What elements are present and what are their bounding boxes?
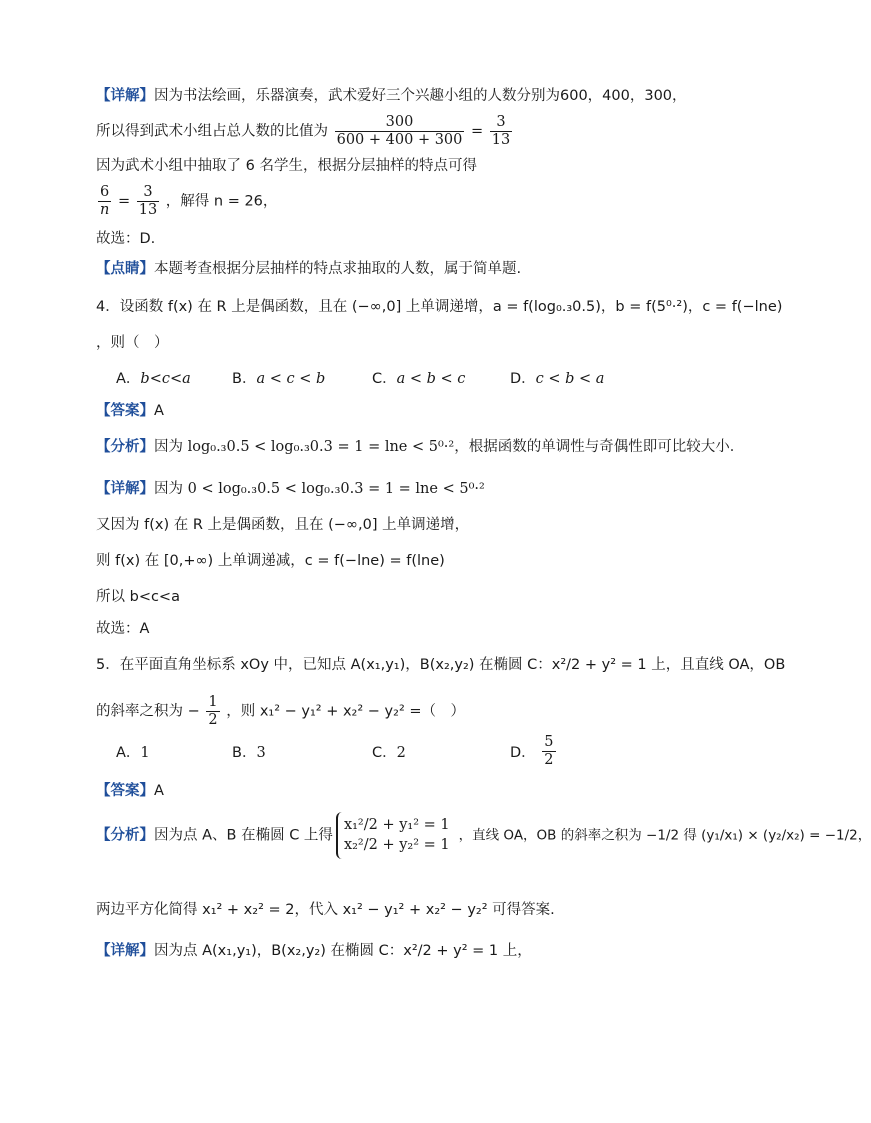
q5-analysis-text-mid: ，直线 OA，OB 的斜率之积为 −1/2 得 (y₁/x₁) × (y₂/x₂) = −1/2， [458,827,871,844]
q5-slope-den: 2 [208,712,218,728]
q5-option-b-label: B． [232,745,257,761]
q4-option-b-text: a < c < b [256,371,326,387]
q5-option-b-text: 3 [256,745,266,761]
q4-analysis-line [96,437,744,457]
q3-choose: 故选：D. [96,231,156,247]
q4-stem-line-1: 4．设函数 f(x) 在 R 上是偶函数，且在 (−∞,0] 上单调递增，a = f(log₀.₃0.5)，b = f(5⁰·²)，c = f(−lne) [96,299,783,315]
q5-option-c-text: 2 [396,745,406,761]
q5-slope-num: 1 [208,694,218,710]
q4-option-d-text: c < b < a [535,371,605,387]
q5-slope-fraction [206,694,219,729]
q5-answer-value: A [154,783,164,799]
q5-stem-line-1: 5．在平面直角坐标系 xOy 中，已知点 A(x₁,y₁)，B(x₂,y₂) 在椭圆 C：x²/2 + y² = 1 上，且直线 OA，OB [96,657,786,673]
q3-eq-left-den: n [100,202,110,218]
q4-answer-line [96,401,164,421]
q3-ratio-denominator: 600 + 400 + 300 [336,132,463,148]
q3-eq-right-num: 3 [137,184,159,202]
q4-detail-line-1 [96,479,485,499]
q4-option-a-label: A． [116,371,141,387]
q4-option-c-text: a < b < c [396,371,466,387]
q3-eq-right-fraction [137,184,159,219]
q3-eq-right-den: 13 [138,202,158,218]
detail-tag: 【详解】 [96,88,154,104]
q3-detail-line-1 [96,86,687,106]
q5-option-a-label: A． [116,745,141,761]
q4-option-a-text: b<c<a [140,371,191,387]
q4-analysis-math: 因为 log₀.₃0.5 < log₀.₃0.3 = 1 = lne < 5⁰·² [154,439,455,455]
q4-detail-line-3: 则 f(x) 在 [0,+∞) 上单调递减，c = f(−lne) = f(lne) [96,553,445,569]
detail-tag: 【详解】 [96,943,154,959]
q3-eq-equals: = [117,193,131,210]
q5-stem-line-2 [96,694,465,729]
q4-option-c-label: C． [372,371,397,387]
q3-eq-left-num: 6 [98,184,111,202]
q3-equation-line [96,184,277,219]
q5-option-d-fraction [542,734,555,769]
q5-option-a [116,741,150,762]
q5-option-b [232,741,266,762]
q5-system-eq-2: x₂²/2 + y₂² = 1 [343,837,450,853]
answer-tag: 【答案】 [96,783,154,799]
q5-analysis-text-pre: 因为点 A、B 在椭圆 C 上得 [154,827,333,844]
q4-detail-text-1: 因为 0 < log₀.₃0.5 < log₀.₃0.3 = 1 = lne < 5⁰·² [154,481,485,497]
q5-detail-text-1: 因为点 A(x₁,y₁)，B(x₂,y₂) 在椭圆 C：x²/2 + y² = 1 上， [154,943,532,959]
q4-stem-line-2: ，则（ ） [96,335,169,351]
q5-system-eq-1: x₁²/2 + y₁² = 1 [343,817,450,833]
q5-option-c-label: C． [372,745,397,761]
q3-detail-line-2 [96,114,514,149]
q3-ratio-fraction [335,114,465,149]
q4-detail-line-2: 又因为 f(x) 在 R 上是偶函数，且在 (−∞,0] 上单调递增， [96,517,470,533]
q5-stem-text-pre: 的斜率之积为 − [96,703,200,720]
q4-option-d [510,367,604,388]
q4-analysis-text: ，根据函数的单调性与奇偶性即可比较大小． [454,439,745,455]
q3-ratio-result-den: 13 [491,132,511,148]
q4-option-a [116,367,191,388]
q3-detail-line-3: 因为武术小组中抽取了 6 名学生，根据分层抽样的特点可得 [96,158,477,174]
q5-option-d [510,734,558,769]
q5-equation-system [336,812,456,859]
q5-analysis-line-2: 两边平方化简得 x₁² + x₂² = 2，代入 x₁² − y₁² + x₂² − y₂² 可得答案. [96,902,555,918]
q5-option-d-label: D． [510,745,536,761]
q5-option-d-den: 2 [544,752,554,768]
q4-answer-value: A [154,403,164,419]
q4-option-b-label: B． [232,371,257,387]
q3-ratio-numerator: 300 [335,114,465,132]
analysis-tag: 【分析】 [96,439,154,455]
q3-comment-text: 本题考查根据分层抽样的特点求抽取的人数，属于简单题. [154,261,522,277]
q4-option-b [232,367,325,388]
q5-option-a-text: 1 [140,745,150,761]
q3-ratio-result [490,114,512,149]
q3-comment-line [96,259,521,279]
q3-detail-text-1: 因为书法绘画，乐器演奏，武术爱好三个兴趣小组的人数分别为600，400，300， [154,88,687,104]
q4-option-c [372,367,465,388]
q5-option-d-num: 5 [544,734,554,750]
q3-eq-left-fraction [98,184,111,219]
comment-tag: 【点睛】 [96,261,154,277]
q3-ratio-equals: = [470,123,484,140]
q5-detail-line-1 [96,941,532,961]
q3-eq-solution: ，解得 n = 26， [165,193,278,210]
analysis-tag: 【分析】 [96,827,154,844]
q5-stem-text-post: ，则 x₁² − y₁² + x₂² − y₂² =（ ） [226,703,466,720]
q5-analysis-line [96,812,871,859]
q4-detail-line-4: 所以 b<c<a [96,589,180,605]
q3-ratio-result-num: 3 [490,114,512,132]
q5-answer-line [96,781,164,801]
detail-tag: 【详解】 [96,481,154,497]
q5-option-c [372,741,406,762]
q4-choose: 故选：A [96,621,150,637]
answer-tag: 【答案】 [96,403,154,419]
q4-option-d-label: D． [510,371,536,387]
q3-detail-text-2: 所以得到武术小组占总人数的比值为 [96,123,328,140]
